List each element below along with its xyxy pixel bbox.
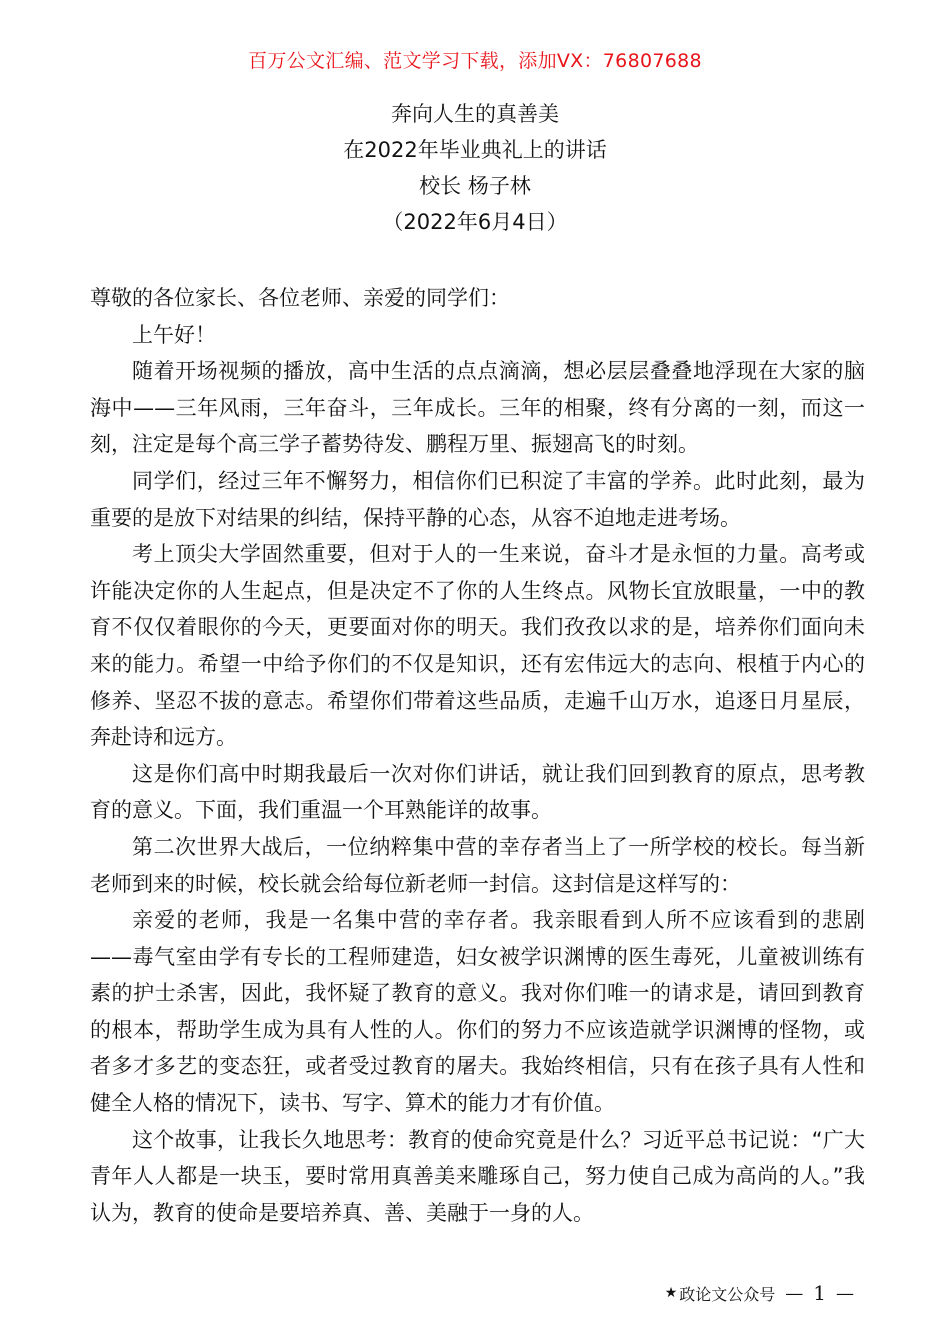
promo-banner: 百万公文汇编、范文学习下载，添加VX：76807688 [248, 50, 702, 72]
speech-date: （2022年6月4日） [382, 210, 568, 234]
star-icon: ★ [664, 1285, 678, 1301]
salutation: 尊敬的各位家长、各位老师、亲爱的同学们： [90, 286, 510, 310]
paragraph: 同学们，经过三年不懈努力，相信你们已积淀了丰富的学养。此时此刻，最为重要的是放下对结果的纠结，保持平静的心态，从容不迫地走进考场。 [90, 468, 865, 530]
speech-subtitle: 在2022年毕业典礼上的讲话 [343, 138, 607, 162]
footer-dash-left: — [785, 1282, 804, 1304]
paragraph: 随着开场视频的播放，高中生活的点点滴滴，想必层层叠叠地浮现在大家的脑海中——三年风雨，三年奋斗，三年成长。三年的相聚，终有分离的一刻，而这一刻，注定是每个高三学子蓄势待发、鹏程万里、振翅高飞的时刻。 [90, 359, 865, 457]
speech-body [90, 280, 865, 1231]
page-footer [665, 1281, 854, 1305]
title-block [0, 96, 950, 240]
paragraph-greeting: 上午好！ [132, 322, 216, 347]
paragraph: 这是你们高中时期我最后一次对你们讲话，就让我们回到教育的原点，思考教育的意义。下面，我们重温一个耳熟能详的故事。 [90, 761, 865, 823]
page-number: 1 [813, 1281, 826, 1305]
footer-source: 政论文公众号 [679, 1284, 776, 1304]
paragraph: 第二次世界大战后，一位纳粹集中营的幸存者当上了一所学校的校长。每当新老师到来的时候，校长就会给每位新老师一封信。这封信是这样写的： [90, 834, 865, 896]
speaker-line: 校长 杨子林 [419, 174, 531, 198]
paragraph-letter: 亲爱的老师，我是一名集中营的幸存者。我亲眼看到人所不应该看到的悲剧——毒气室由学有专长的工程师建造，妇女被学识渊博的医生毒死，儿童被训练有素的护士杀害，因此，我怀疑了教育的意义。我对你们唯一的请求是，请回到教育的根本，帮助学生成为具有人性的人。你们的努力不应该造就学识渊博的怪物，或者多才多艺的变态狂，或者受过教育的屠夫。我始终相信，只有在孩子具有人性和健全人格的情况下，读书、写字、算术的能力才有价值。 [90, 908, 865, 1116]
speech-title: 奔向人生的真善美 [391, 102, 559, 126]
paragraph: 考上顶尖大学固然重要，但对于人的一生来说，奋斗才是永恒的力量。高考或许能决定你的人生起点，但是决定不了你的人生终点。风物长宜放眼量，一中的教育不仅仅着眼你的今天，更要面对你的明天。我们孜孜以求的是，培养你们面向未来的能力。希望一中给予你们的不仅是知识，还有宏伟远大的志向、根植于内心的修养、坚忍不拔的意志。希望你们带着这些品质，走遍千山万水，追逐日月星辰，奔赴诗和远方。 [90, 542, 865, 750]
footer-dash-right: — [836, 1282, 854, 1304]
paragraph: 这个故事，让我长久地思考：教育的使命究竟是什么？习近平总书记说：“广大青年人人都是一块玉，要时常用真善美来雕琢自己，努力使自己成为高尚的人。”我认为，教育的使命是要培养真、善、美融于一身的人。 [90, 1127, 865, 1225]
